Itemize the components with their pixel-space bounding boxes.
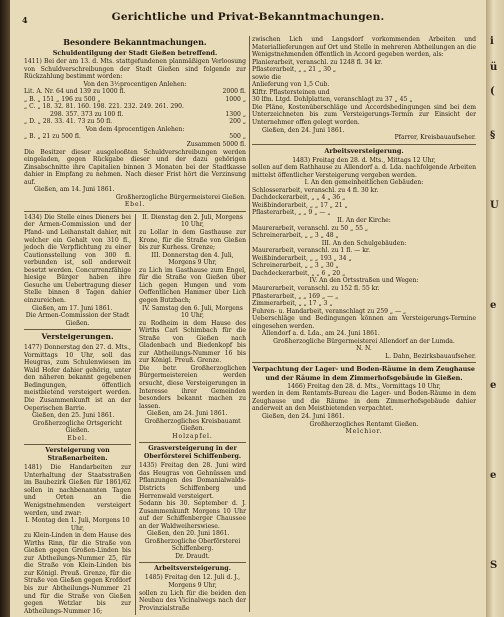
notice-text: 1477) Donnerstag den 27. d. Mts., Vormittags 10 Uhr, soll das Heugras, zum Schulenwiesen im Wald Hofer dahier gehörig, unter den näheren bekannt gegebenen Bedingungen, öffentlich meistbietend versteigert werden. Die Zusammenkunft ist an der Oeperischen Barrie.: [24, 344, 131, 412]
edge-letter: ü: [490, 62, 498, 73]
column-divider: [249, 36, 250, 612]
table-row: [24, 103, 246, 111]
right-column: [252, 36, 476, 436]
edge-letter: e: [490, 300, 497, 311]
notice-subhead: 1485) Freitag den 12. Juli d. J., Morgens 9 Uhr,: [144, 574, 241, 589]
notice-title-grass: Grasversteigerung in der Oberförsterei Schiffenberg.: [143, 445, 242, 461]
book-spine: [0, 0, 10, 617]
item-line: Zimmerarbeit, „ „ 17 „ 3 „: [252, 300, 333, 308]
item-line: Schreinerarbeit, „ „ 3 „ 48 „: [252, 232, 339, 240]
notice-date: Gießen, am 24. Juni 1861.: [147, 410, 228, 418]
notice-subhead: 1483) Freitag den 28. d. Mts., Mittags 12 Uhr,: [292, 156, 436, 164]
page-number: 4: [22, 15, 28, 25]
notice-signature: Großherzogliches Kreisbauamt Gießen.: [144, 417, 241, 433]
edge-letter: U: [490, 200, 499, 211]
notice-text: zu Lollar in dem Gasthause zur Krone, für die Straße von Gießen bis zur Kurhess. Grenze;: [139, 229, 246, 252]
next-page-edge: [486, 0, 504, 617]
table-row: [24, 118, 246, 126]
notice-signature: Pfarrer, Kreisbauaufseher.: [394, 134, 476, 142]
item-line: Planierarbeit, veranschl. zu 1248 fl. 34 kr.: [252, 58, 383, 66]
item-line: Schlosserarbeit, veranschl. zu 4 fl. 30 kr.: [252, 186, 379, 194]
section-title-auctions: Versteigerungen.: [41, 332, 114, 342]
notice-subhead: I. Montag den 1. Juli, Morgens 10 Uhr,: [25, 517, 130, 532]
notice-subhead: III. Donnerstag den 4. Juli, Morgens 9 Uhr,: [151, 251, 234, 267]
divider: [24, 329, 131, 330]
item-line: Dachdeckerarbeit, „ „ 4 „ 36 „: [252, 194, 346, 202]
group-heading: IV. An den Ortsstraßen und Wegen:: [309, 277, 419, 285]
notice-date: Gießen, am 17. Juni 1861.: [32, 304, 113, 312]
edge-letter: e: [490, 470, 497, 481]
notice-text: sollen zu Lich für die beiden den Neubau des Vicinalwegs nach der Provinzialstraße: [139, 589, 246, 612]
notice-signer: Dr. Draudt.: [175, 552, 210, 560]
item-line: sowie die: [252, 73, 281, 81]
notice-text: werden in dem Rentamts-Bureau die Lager- und Boden-Räume in dem Zeughause und die Räume in dem Zimmerhofsgebäude dahier anderweit an den Meistbietenden verpachtet.: [252, 390, 476, 413]
edge-letter: (: [490, 86, 495, 97]
table-row: [24, 133, 246, 141]
group-heading: II. An der Kirche:: [337, 217, 391, 225]
edge-letter: §: [490, 130, 496, 141]
item-line: Dachdeckerarbeit, „ „ 6 „ 20 „: [252, 269, 346, 277]
notice-text: Sodann bis 30. September d. J. Zusammenkunft Morgens 10 Uhr auf der Schiffenberger Chaussee an der Waldweiherswiese.: [139, 500, 246, 530]
notice-date: Gießen, den 24. Juni 1861.: [262, 413, 345, 421]
sum-line: Zusammen 5000 fl.: [186, 141, 246, 149]
section-title-special: Besondere Bekanntmachungen.: [63, 37, 207, 47]
notice-title-debt: Schuldentilgung der Stadt Gießen betreffend.: [52, 49, 218, 57]
row-label: „ C. „ 18. 32. 81. 160. 198. 221. 232. 249. 261. 290.: [24, 103, 184, 111]
subcolumn-right: [135, 214, 246, 615]
divider: [24, 211, 246, 212]
table-row: [24, 88, 246, 96]
notice-text: Die betr. Großherzoglichen Bürgermeistereien werden ersucht, diese Versteigerungen in Interesse ihrer Gemeinden besonders bekannt machen zu lassen.: [139, 364, 246, 410]
item-line: Weißbinderarbeit, „ „ 193 „ 34 „: [252, 254, 352, 262]
notice-date: Allendorf a. d. Lda., am 24. Juni 1861.: [262, 330, 380, 338]
row-label: Lit. A. Nr. 64 und 139 zu 1000 fl.: [24, 88, 126, 96]
item-line: Klftr. Pflastersteinen und: [252, 88, 330, 96]
subheading: Von den 3½procentigen Anlehen:: [83, 80, 187, 88]
notice-subhead: 1466) Freitag den 28. d. Mts., Vormittags 10 Uhr,: [287, 382, 441, 390]
notice-text: sollen auf dem Rathhause zu Allendorf a. d. Lda. nachfolgende Arbeiten mittelst öffentlicher Versteigerung vergeben werden.: [252, 164, 476, 179]
group-heading: I. An den gemeinheitlichen Gebäuden:: [304, 179, 424, 187]
group-heading: III. An den Schulgebäuden:: [321, 239, 407, 247]
notice-subhead: II. Dienstag den 2. Juli, Morgens 10 Uhr,: [142, 213, 243, 229]
row-value: [206, 103, 246, 111]
subheading: Von dem 4procentigen Anlehen:: [85, 125, 185, 133]
item-line: Maurerarbeit, veranschl. zu 152 fl. 55 kr.: [252, 284, 380, 292]
notice-signature: Großherzogliche Oberförsterei Schiffenberg.: [144, 537, 241, 553]
row-label: „ B. „ 21 zu 500 fl.: [24, 133, 81, 141]
notice-text: Ueberschläge und Bedingungen können am Versteigerungs-Termine eingesehen werden.: [252, 315, 476, 330]
notice-text: 1411) Bei der am 13. d. Mts. stattgefundenen planmäßigen Verloosung von Schuldverschreibungen der Stadt Gießen sind folgende zur Rückzahlung bestimmt worden:: [24, 58, 246, 81]
table-row: [24, 96, 246, 104]
newspaper-page: [10, 0, 486, 617]
notice-text: zu Klein-Linden in dem Hause des Wirths Rinn, für die Straße von Gießen gegen Großen-Linden bis zur Abtheilungs-Nummer 25, für die Straße von Klein-Linden bis zur Königl. Preuß. Grenze, für die Straße von Gießen gegen Krofdorf bis zur Abtheilungs-Nummer 21 und für die Straße von Gießen gegen Wetzlar bis zur Abtheilungs-Nummer 16;: [24, 532, 131, 615]
row-value: 200 „: [229, 118, 246, 126]
divider: [139, 562, 246, 563]
notice-text: 1434) Die Stelle eines Dieners bei der Armen-Commission und der Pfand- und Leihanstalt dahier, mit welcher ein Gehalt von 310 fl., jedoch die Verpflichtung zu einer Cautionsstellung von 300 fl. verbunden ist, soll anderweit besetzt werden. Concurrenzfähige hiesige Bürger haben ihre Gesuche um Uebertragung dieser Stelle binnen 8 Tagen dahier einzureichen.: [24, 213, 131, 304]
divider: [252, 144, 476, 145]
notice-signature: Die Armen-Commission der Stadt Gießen.: [25, 312, 130, 327]
notice-signer: N. N.: [356, 345, 372, 353]
row-value: 500 „: [229, 133, 246, 141]
notice-note: L. Dahn, Bezirksbauaufseher.: [385, 352, 476, 360]
item-line: Anlieferung von 1,5 Cub.: [252, 81, 330, 89]
notice-text: zu Lich im Gasthause zum Engel, für die Straße von Gießen über Lich gegen Hungen und vom Oeffentlichen Hammer über Lich gegen Butzbach;: [139, 266, 246, 304]
item-line: Fuhren- u. Handarbeit, veranschlagt zu 259 „ — „: [252, 307, 407, 315]
notice-text: 1435) Freitag den 28. Juni wird das Heugras von Gehnüssen und Pflanzungen des Domanialwalds-Districts Schiffenberg und Herrenwald versteigert.: [139, 462, 246, 500]
row-label: „ D. „ 28. 33. 41. 73 zu 50 fl.: [24, 118, 113, 126]
notice-signer: Holzapfel.: [172, 432, 213, 440]
notice-date: Gießen, den 24. Juni 1861.: [262, 126, 345, 134]
notice-title-work: Arbeitsversteigerung.: [154, 565, 231, 573]
two-subcolumns: [24, 214, 246, 615]
item-line: Pflasterarbeit, „ „ 9 „ — „: [252, 209, 331, 217]
row-label: 298. 357. 373 zu 100 fl.: [50, 110, 124, 118]
notice-signature: Großherzogliche Ortsgericht Gießen.: [32, 419, 123, 435]
page-header: Gerichtliche und Privat-Bekanntmachungen.: [111, 11, 385, 23]
notice-date: Gießen, am 14. Juni 1861.: [34, 186, 115, 194]
edge-letter: S: [490, 560, 498, 571]
item-line: Pflasterarbeit, „ „ 169 „ — „: [252, 292, 339, 300]
subcolumn-left: [24, 214, 131, 615]
item-line: Pflasterarbeit, „ „ 21 „ 30 „: [252, 66, 337, 74]
notice-text: Die Pläne, Kostenüberschläge und Accordsbedingungen sind bei dem Unterzeichneten bis zum Versteigerungs-Termin zur Einsicht der Unternehmer offen gelegt worden.: [252, 103, 476, 127]
row-value: 2000 fl.: [222, 88, 246, 96]
notice-signature: Großherzogliche Bürgermeisterei Allendorf an der Lumda.: [273, 337, 455, 345]
item-line: 30 lfm. Ltgd. Dohlplatten, veranschlagt zu 37 „ 45 „: [252, 96, 413, 104]
notice-title-lease: Verpachtung der Lager- und Boden-Räume in dem Zeughause und der Räume in dem Zimmerhofsgebäude in Gießen.: [253, 365, 475, 382]
notice-date: Gießen, den 25. Juni 1861.: [32, 412, 115, 420]
notice-title-road: Versteigerung von Straßenarbeiten.: [45, 447, 110, 463]
table-row: [24, 111, 246, 119]
notice-signer: Ebel.: [67, 434, 88, 442]
notice-title-arbeit: Arbeitsversteigerung.: [324, 146, 404, 155]
item-line: Maurerarbeit, veranschl. zu 50 „ 55 „: [252, 224, 369, 232]
notice-signature: Großherzogliches Rentamt Gießen.: [309, 420, 419, 428]
notice-subhead: IV. Samstag den 6. Juli, Morgens 10 Uhr,: [142, 304, 243, 320]
notice-text: zwischen Lich und Langsdorf vorkommenden Arbeiten und Materiallieferungen auf Ort und Stelle in mehreren Abtheilungen an die Wenigstnehmenden öffentlich in Accord gegeben werden, als:: [252, 36, 476, 59]
edge-letter: i: [490, 36, 494, 47]
notice-signer: Melchior.: [345, 428, 383, 436]
divider: [24, 444, 131, 445]
left-column: [24, 36, 246, 615]
item-line: Schreinerarbeit, „ „ 3 „ 30 „: [252, 262, 339, 270]
notice-text: Die Besitzer dieser ausgelooßten Schuldverschreibungen werden eingeladen, gegen Rückgabe dieser und der dazu gehörigen Zinsabschnitte ihre Capitalien binnen 3 Monaten bei der Stadtkasse dahier in Empfang zu nehmen. Nach dieser Frist hört die Verzinsung auf.: [24, 148, 246, 186]
item-line: Weißbinderarbeit, „ „ 17 „ 21 „: [252, 201, 348, 209]
notice-text: zu Rodheim in dem Hause des Wirths Carl Schimbach für die Straße von Gießen nach Gladenbach und Biedenkopf bis zur Abtheilungs-Nummer 16 bis zur Königl. Preuß. Grenze.: [139, 319, 246, 365]
row-value: 1000 „: [225, 95, 246, 103]
divider: [139, 442, 246, 443]
notice-date: Gießen, den 20. Juni 1861.: [147, 530, 230, 538]
edge-letter: e: [490, 380, 497, 391]
notice-signer: Ebel.: [124, 201, 146, 209]
row-label: „ B. „ 151 „ 196 zu 500 „: [24, 95, 101, 103]
notice-text: 1481) Die Handarbeiten zur Unterhaltung der Staatsstraßen im Baubezirk Gießen für 1861/62 sollen in nachbenannten Tagen und Orten an die Wenigstnehmenden versteigert werden, und zwar:: [24, 464, 131, 517]
divider: [252, 362, 476, 363]
notice-signature: Großherzogliche Bürgermeisterei Gießen.: [115, 193, 246, 201]
item-line: Maurerarbeit, veranschl. zu 1 fl. — kr.: [252, 247, 371, 255]
row-value: 1300 „: [225, 110, 246, 118]
